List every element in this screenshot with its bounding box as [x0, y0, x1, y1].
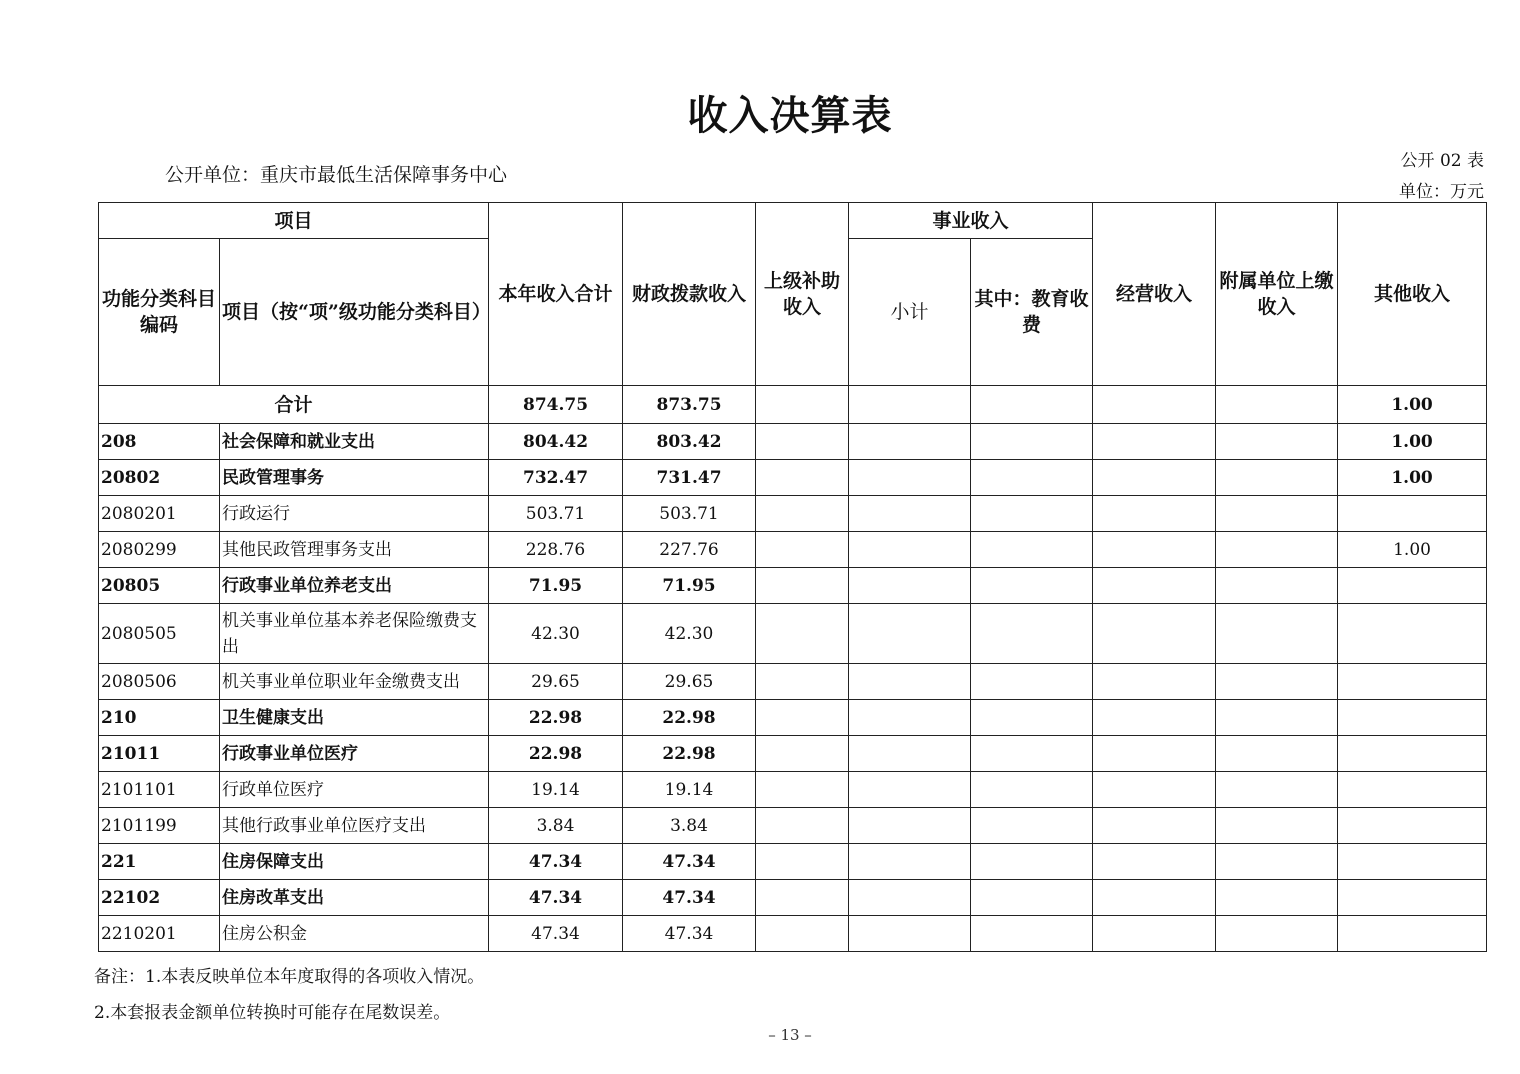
row-subtotal: [849, 808, 971, 844]
table-row: [99, 700, 1487, 736]
table-row: [99, 568, 1487, 604]
row-other: [1338, 700, 1487, 736]
row-edu: [971, 808, 1093, 844]
row-other: [1338, 496, 1487, 532]
row-affiliated: [1216, 808, 1338, 844]
row-total: 22.98: [489, 736, 623, 772]
header-other: 其他收入: [1338, 203, 1487, 386]
table-row: [99, 424, 1487, 460]
header-item-group: 项目: [99, 203, 489, 239]
row-subtotal: [849, 424, 971, 460]
row-other: [1338, 844, 1487, 880]
table-row: [99, 604, 1487, 664]
row-total: 22.98: [489, 700, 623, 736]
total-operating: [1093, 386, 1216, 424]
row-total: 47.34: [489, 916, 623, 952]
row-subtotal: [849, 880, 971, 916]
row-subtotal: [849, 568, 971, 604]
row-affiliated: [1216, 844, 1338, 880]
row-name: 社会保障和就业支出: [220, 424, 489, 460]
row-total: 228.76: [489, 532, 623, 568]
header-fiscal: 财政拨款收入: [623, 203, 756, 386]
row-fiscal: 47.34: [623, 880, 756, 916]
row-edu: [971, 604, 1093, 664]
money-unit: 单位：万元: [1399, 182, 1484, 202]
row-name: 其他行政事业单位医疗支出: [220, 808, 489, 844]
row-subtotal: [849, 772, 971, 808]
row-total: 3.84: [489, 808, 623, 844]
row-operating: [1093, 880, 1216, 916]
row-subtotal: [849, 736, 971, 772]
row-code: 20805: [99, 568, 220, 604]
row-affiliated: [1216, 664, 1338, 700]
row-code: 2210201: [99, 916, 220, 952]
row-operating: [1093, 460, 1216, 496]
income-table: [98, 202, 1487, 952]
row-superior: [756, 604, 849, 664]
row-edu: [971, 496, 1093, 532]
header-item-name: 项目（按“项”级功能分类科目）: [220, 239, 489, 386]
row-total: 19.14: [489, 772, 623, 808]
row-fiscal: 731.47: [623, 460, 756, 496]
total-affiliated: [1216, 386, 1338, 424]
total-other: 1.00: [1338, 386, 1487, 424]
row-code: 2080506: [99, 664, 220, 700]
row-total: 29.65: [489, 664, 623, 700]
row-code: 2080201: [99, 496, 220, 532]
row-total: 503.71: [489, 496, 623, 532]
row-total: 732.47: [489, 460, 623, 496]
row-code: 210: [99, 700, 220, 736]
row-affiliated: [1216, 460, 1338, 496]
row-edu: [971, 568, 1093, 604]
row-edu: [971, 844, 1093, 880]
total-total: 874.75: [489, 386, 623, 424]
row-name: 住房保障支出: [220, 844, 489, 880]
row-code: 2080299: [99, 532, 220, 568]
row-affiliated: [1216, 736, 1338, 772]
page-title: 收入决算表: [687, 92, 893, 139]
row-superior: [756, 568, 849, 604]
table-row: [99, 460, 1487, 496]
row-superior: [756, 700, 849, 736]
header-operating: 经营收入: [1093, 203, 1216, 386]
table-row: [99, 664, 1487, 700]
row-code: 22102: [99, 880, 220, 916]
row-affiliated: [1216, 568, 1338, 604]
header-code: 功能分类科目编码: [99, 239, 220, 386]
table-row: [99, 844, 1487, 880]
row-other: [1338, 604, 1487, 664]
page-number: – 13 –: [768, 1026, 812, 1044]
row-affiliated: [1216, 424, 1338, 460]
note-1: 备注：1.本表反映单位本年度取得的各项收入情况。: [94, 967, 485, 987]
total-row: [99, 386, 1487, 424]
row-superior: [756, 424, 849, 460]
note-2: 2.本套报表金额单位转换时可能存在尾数误差。: [94, 1003, 451, 1023]
row-other: [1338, 736, 1487, 772]
row-subtotal: [849, 460, 971, 496]
table-row: [99, 808, 1487, 844]
table-row: [99, 880, 1487, 916]
row-affiliated: [1216, 532, 1338, 568]
row-subtotal: [849, 700, 971, 736]
row-total: 47.34: [489, 844, 623, 880]
total-subtotal: [849, 386, 971, 424]
row-operating: [1093, 532, 1216, 568]
row-operating: [1093, 424, 1216, 460]
row-name: 其他民政管理事务支出: [220, 532, 489, 568]
row-subtotal: [849, 604, 971, 664]
row-name: 住房改革支出: [220, 880, 489, 916]
row-superior: [756, 496, 849, 532]
row-code: 2101101: [99, 772, 220, 808]
row-operating: [1093, 496, 1216, 532]
table-row: [99, 916, 1487, 952]
row-operating: [1093, 772, 1216, 808]
row-other: [1338, 568, 1487, 604]
total-fiscal: 873.75: [623, 386, 756, 424]
row-code: 2080505: [99, 604, 220, 664]
row-name: 机关事业单位职业年金缴费支出: [220, 664, 489, 700]
row-superior: [756, 808, 849, 844]
row-name: 行政事业单位养老支出: [220, 568, 489, 604]
row-subtotal: [849, 532, 971, 568]
table-row: [99, 772, 1487, 808]
row-edu: [971, 460, 1093, 496]
row-operating: [1093, 604, 1216, 664]
row-total: 71.95: [489, 568, 623, 604]
row-other: 1.00: [1338, 460, 1487, 496]
reporting-unit: 公开单位：重庆市最低生活保障事务中心: [165, 164, 508, 186]
row-code: 21011: [99, 736, 220, 772]
row-name: 住房公积金: [220, 916, 489, 952]
row-fiscal: 47.34: [623, 916, 756, 952]
row-affiliated: [1216, 916, 1338, 952]
row-name: 行政单位医疗: [220, 772, 489, 808]
header-subtotal: 小计: [849, 239, 971, 386]
row-edu: [971, 424, 1093, 460]
row-edu: [971, 532, 1093, 568]
header-total: 本年收入合计: [489, 203, 623, 386]
row-edu: [971, 880, 1093, 916]
row-total: 47.34: [489, 880, 623, 916]
header-business-group: 事业收入: [849, 203, 1093, 239]
table-row: [99, 496, 1487, 532]
row-code: 2101199: [99, 808, 220, 844]
row-operating: [1093, 808, 1216, 844]
row-other: [1338, 808, 1487, 844]
header-affiliated: 附属单位上缴收入: [1216, 203, 1338, 386]
row-other: [1338, 916, 1487, 952]
row-edu: [971, 700, 1093, 736]
row-superior: [756, 772, 849, 808]
row-operating: [1093, 916, 1216, 952]
total-edu: [971, 386, 1093, 424]
row-fiscal: 22.98: [623, 700, 756, 736]
table-row: [99, 532, 1487, 568]
row-edu: [971, 664, 1093, 700]
row-total: 42.30: [489, 604, 623, 664]
row-fiscal: 3.84: [623, 808, 756, 844]
row-fiscal: 803.42: [623, 424, 756, 460]
table-row: [99, 736, 1487, 772]
row-affiliated: [1216, 604, 1338, 664]
row-fiscal: 71.95: [623, 568, 756, 604]
row-name: 民政管理事务: [220, 460, 489, 496]
total-superior: [756, 386, 849, 424]
row-fiscal: 22.98: [623, 736, 756, 772]
row-subtotal: [849, 916, 971, 952]
row-edu: [971, 736, 1093, 772]
row-affiliated: [1216, 772, 1338, 808]
row-fiscal: 47.34: [623, 844, 756, 880]
row-superior: [756, 664, 849, 700]
row-edu: [971, 772, 1093, 808]
row-fiscal: 42.30: [623, 604, 756, 664]
row-edu: [971, 916, 1093, 952]
row-superior: [756, 460, 849, 496]
row-operating: [1093, 568, 1216, 604]
row-subtotal: [849, 844, 971, 880]
row-code: 221: [99, 844, 220, 880]
header-edu: 其中：教育收费: [971, 239, 1093, 386]
row-fiscal: 29.65: [623, 664, 756, 700]
form-number: 公开 02 表: [1400, 151, 1484, 171]
row-total: 804.42: [489, 424, 623, 460]
row-operating: [1093, 844, 1216, 880]
row-name: 行政事业单位医疗: [220, 736, 489, 772]
row-affiliated: [1216, 496, 1338, 532]
row-superior: [756, 880, 849, 916]
row-fiscal: 227.76: [623, 532, 756, 568]
row-other: [1338, 880, 1487, 916]
row-subtotal: [849, 496, 971, 532]
row-superior: [756, 916, 849, 952]
row-operating: [1093, 700, 1216, 736]
row-code: 208: [99, 424, 220, 460]
row-operating: [1093, 736, 1216, 772]
row-other: 1.00: [1338, 532, 1487, 568]
row-subtotal: [849, 664, 971, 700]
row-code: 20802: [99, 460, 220, 496]
row-affiliated: [1216, 880, 1338, 916]
row-other: 1.00: [1338, 424, 1487, 460]
row-superior: [756, 736, 849, 772]
row-superior: [756, 844, 849, 880]
header-superior: 上级补助收入: [756, 203, 849, 386]
total-label: 合计: [99, 386, 489, 424]
row-name: 行政运行: [220, 496, 489, 532]
row-affiliated: [1216, 700, 1338, 736]
row-superior: [756, 532, 849, 568]
row-name: 机关事业单位基本养老保险缴费支出: [220, 604, 489, 664]
row-other: [1338, 772, 1487, 808]
row-fiscal: 503.71: [623, 496, 756, 532]
row-other: [1338, 664, 1487, 700]
row-fiscal: 19.14: [623, 772, 756, 808]
row-operating: [1093, 664, 1216, 700]
row-name: 卫生健康支出: [220, 700, 489, 736]
